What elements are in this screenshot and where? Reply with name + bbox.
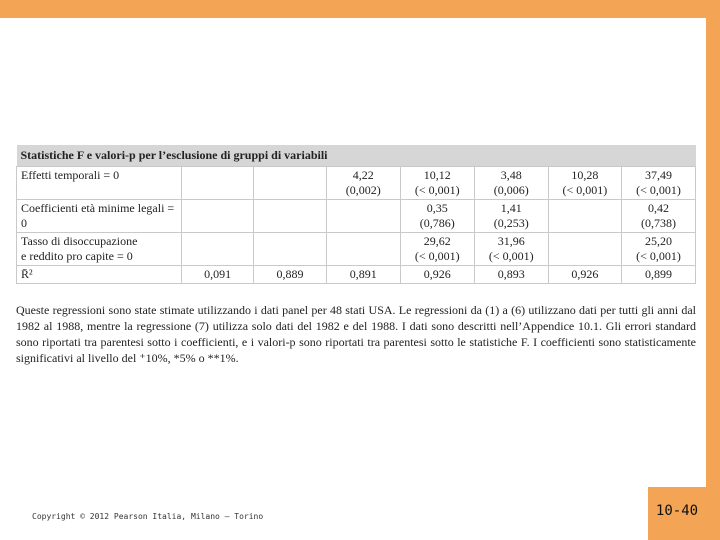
cell-value: 4,22 [352, 168, 374, 182]
table-row [17, 266, 696, 284]
cell-value: 29,62 [423, 234, 451, 248]
table-cell [400, 200, 474, 233]
cell-pvalue: (< 0,001) [636, 183, 681, 197]
table-cell [181, 233, 253, 266]
cell-value: 31,96 [497, 234, 525, 248]
table-cell [400, 167, 474, 200]
cell-pvalue: (< 0,001) [414, 249, 460, 263]
top-accent-bar [0, 0, 720, 18]
table-cell [181, 200, 253, 233]
cell-pvalue: (< 0,001) [562, 183, 608, 197]
cell-pvalue: (0,002) [345, 183, 381, 197]
cell-pvalue: (< 0,001) [636, 249, 681, 263]
cell-value: 1,41 [500, 201, 522, 215]
table-cell [474, 167, 548, 200]
table-row [17, 167, 696, 200]
table-cell: 0,891 [326, 266, 400, 284]
table-cell [621, 233, 695, 266]
row-label: Tasso di disoccupazione e reddito pro capite = 0 [17, 233, 182, 266]
statistics-table [16, 145, 696, 284]
table-cell [621, 200, 695, 233]
table-cell [548, 167, 621, 200]
table-cell [474, 200, 548, 233]
table-note: Queste regressioni sono state stimate utilizzando i dati panel per 48 stati USA. Le regressioni da (1) a (6) utilizzano dati per tutti gli anni dal 1982 al 1988, mentre la regressione (7) utilizza solo dati del 1982 e del 1988. I dati sono descritti nell’Appendice 10.1. Gli errori standard sono riportati tra parentesi sotto i coefficienti, e i valori-p sono riportati tra parentesi sotto le statistiche F. I coefficienti sono statisticamente significativi al livello del ⁺10%, *5% o **1%. [16, 303, 696, 365]
cell-pvalue: (0,738) [640, 216, 676, 230]
table-cell: 0,091 [181, 266, 253, 284]
row-label: Coefficienti età minime legali = 0 [17, 200, 182, 233]
table-cell [326, 200, 400, 233]
cell-value: 0,42 [647, 201, 669, 215]
cell-value: 37,49 [644, 168, 672, 182]
copyright-text: Copyright © 2012 Pearson Italia, Milano – Torino [32, 512, 264, 521]
cell-pvalue: (< 0,001) [488, 249, 534, 263]
table-cell [326, 167, 400, 200]
row-label: Effetti temporali = 0 [17, 167, 182, 200]
table-header-row [17, 145, 696, 167]
table-cell [254, 200, 326, 233]
table-row [17, 200, 696, 233]
cell-value: 10,12 [423, 168, 451, 182]
table-cell: 0,926 [400, 266, 474, 284]
cell-value: 10,28 [571, 168, 599, 182]
cell-pvalue: (0,006) [493, 183, 529, 197]
page-number: 10-40 [655, 503, 699, 519]
cell-pvalue: (0,253) [493, 216, 529, 230]
page-number-box [648, 487, 706, 540]
table-cell: 0,893 [474, 266, 548, 284]
cell-pvalue: (< 0,001) [414, 183, 460, 197]
table-cell: 0,889 [254, 266, 326, 284]
cell-value: 0,35 [426, 201, 448, 215]
row-label: R̄² [17, 266, 182, 284]
table-cell [400, 233, 474, 266]
table-cell [548, 200, 621, 233]
table-cell [254, 233, 326, 266]
cell-value: 25,20 [644, 234, 672, 248]
table-cell [181, 167, 253, 200]
table-header: Statistiche F e valori-p per l’esclusione di gruppi di variabili [17, 145, 696, 167]
table-cell [474, 233, 548, 266]
cell-pvalue: (0,786) [419, 216, 455, 230]
table-cell [548, 233, 621, 266]
table-cell [326, 233, 400, 266]
right-accent-bar [706, 0, 720, 540]
cell-value: 3,48 [500, 168, 522, 182]
table-row [17, 233, 696, 266]
table-cell [254, 167, 326, 200]
table-cell: 0,926 [548, 266, 621, 284]
table-cell [621, 167, 695, 200]
table-cell: 0,899 [621, 266, 695, 284]
